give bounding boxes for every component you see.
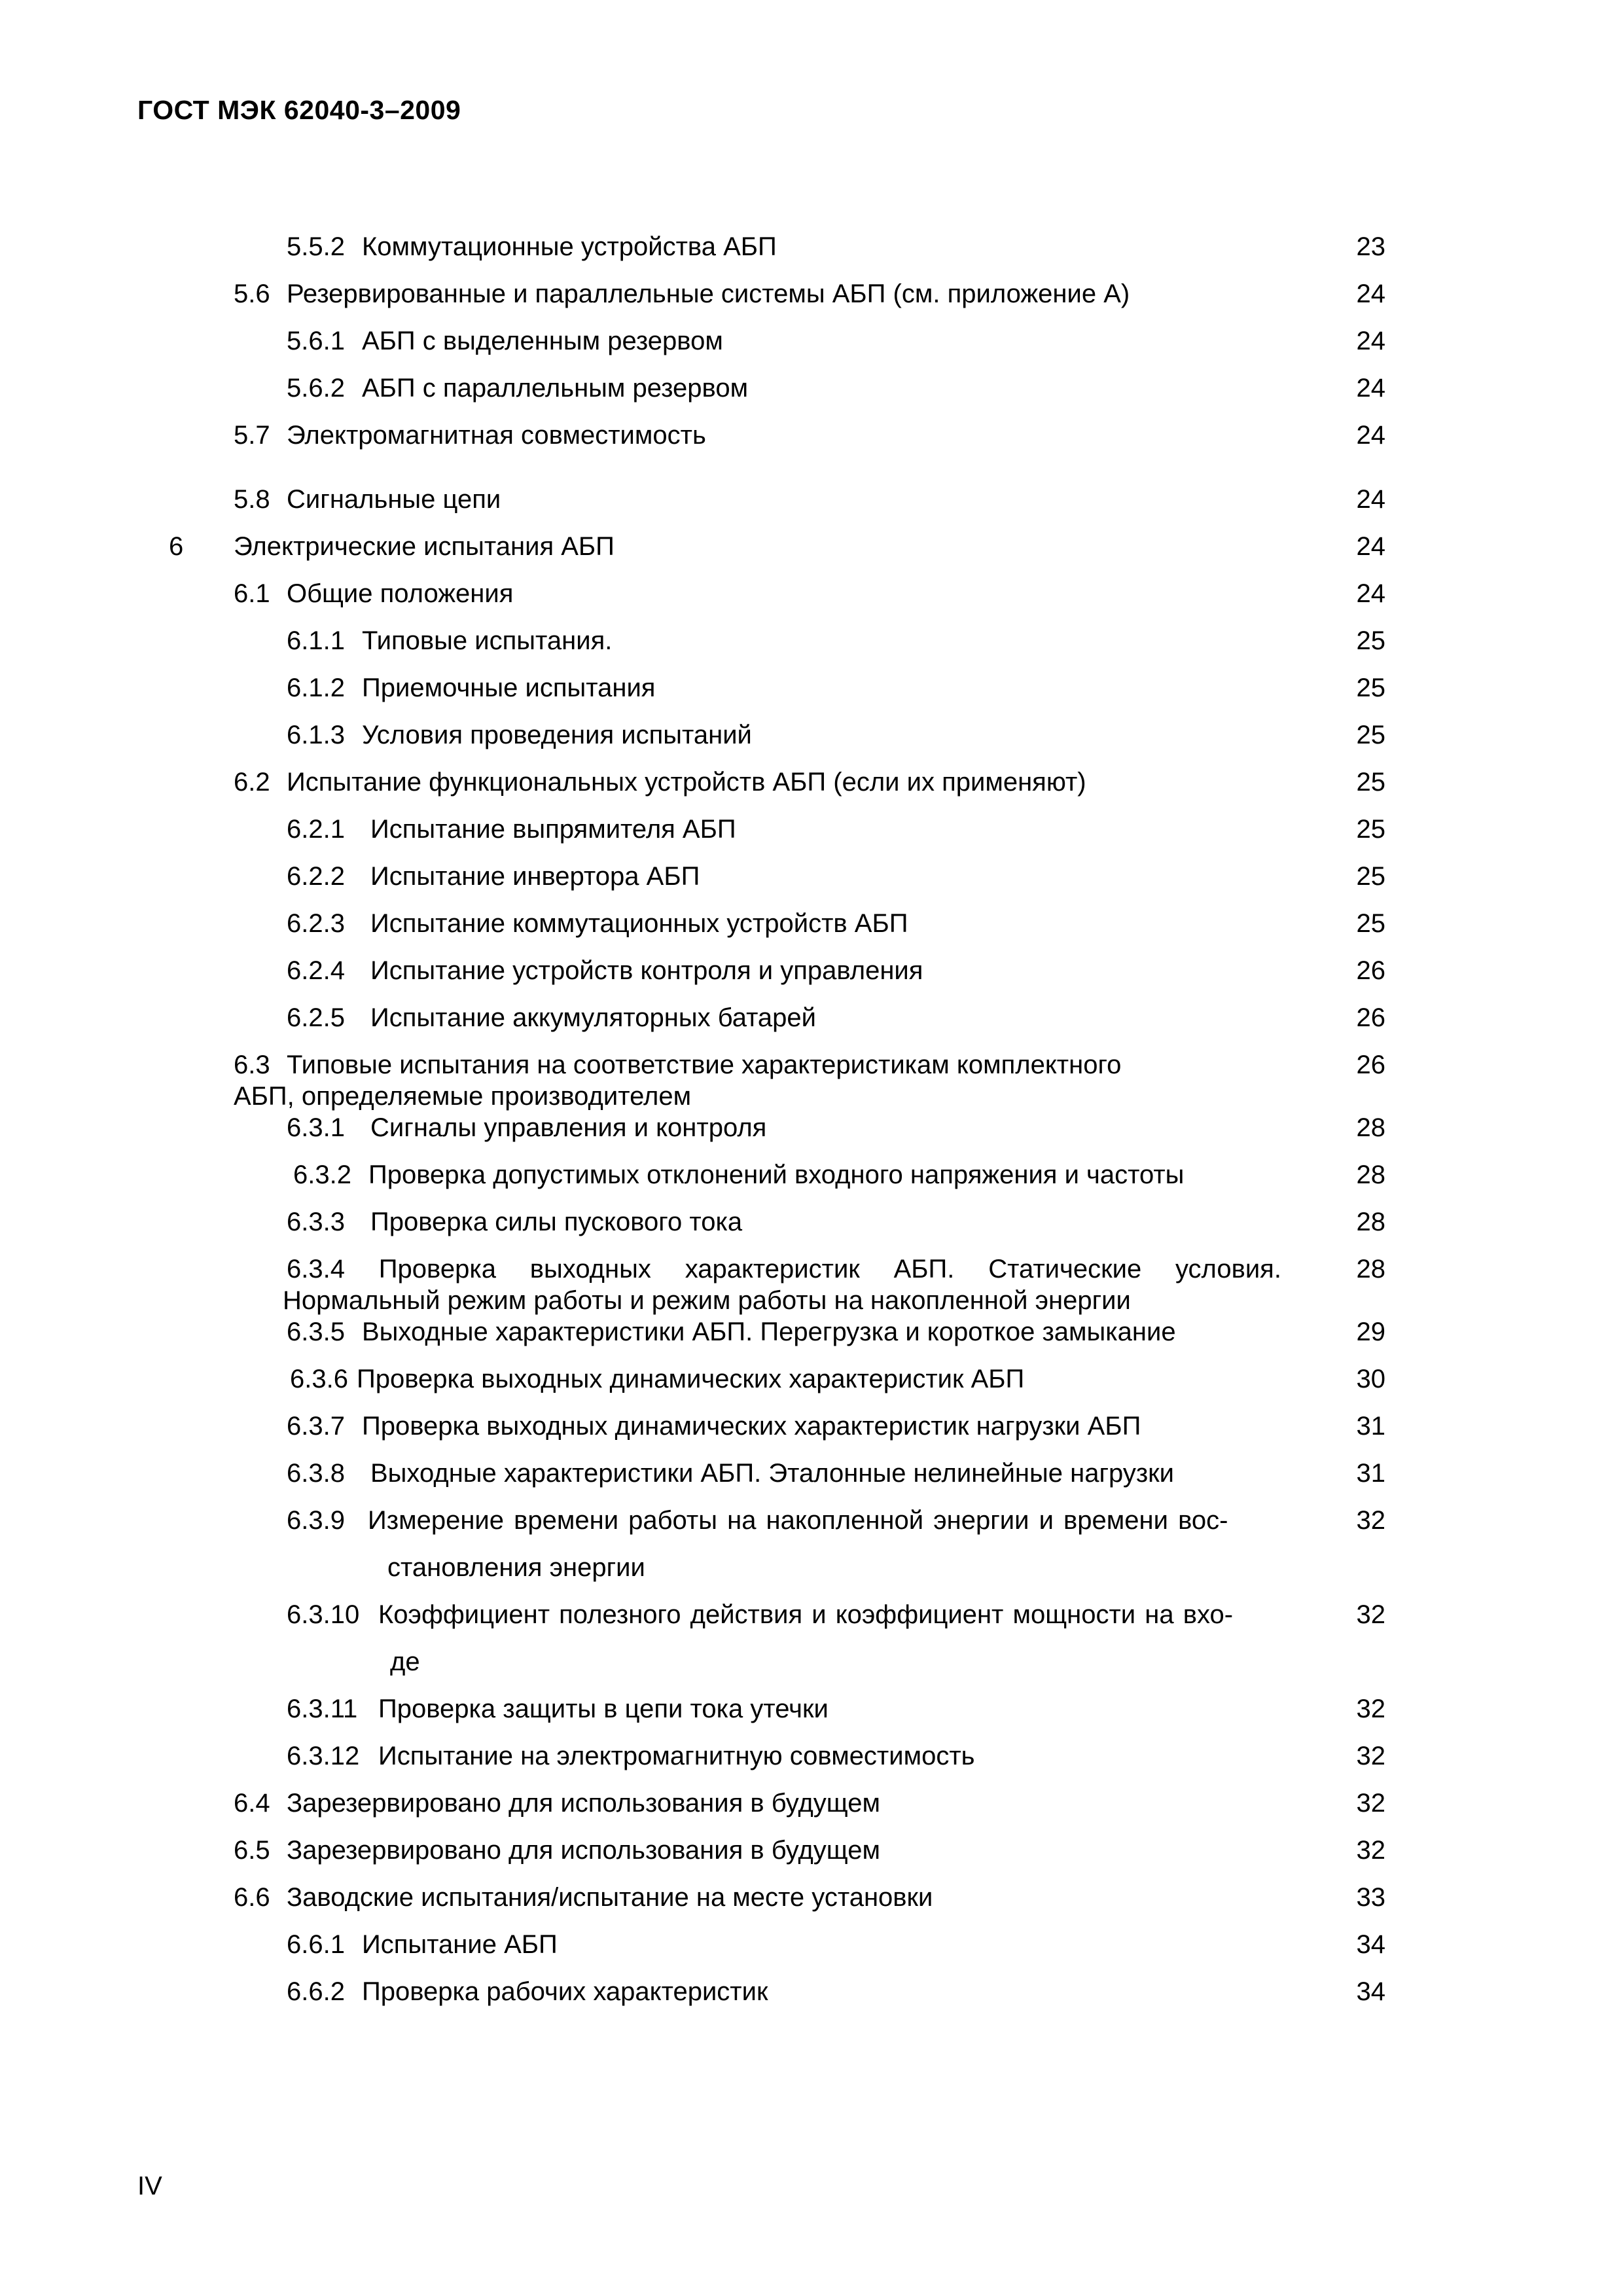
page-number-footer: IV <box>137 2172 162 2200</box>
toc-page-number: 26 <box>1356 1050 1385 1079</box>
toc-entry-number: 6.2.4 <box>287 956 345 985</box>
toc-entry-text: Испытание АБП <box>362 1930 558 1959</box>
toc-entry-text: Типовые испытания на соответствие характеристикам комплектного <box>287 1050 1122 1079</box>
toc-entry-number: 6.3.3 <box>287 1208 345 1236</box>
toc-page-number: 32 <box>1356 1742 1385 1770</box>
toc-page-number: 32 <box>1356 1789 1385 1818</box>
toc-page-number: 24 <box>1356 485 1385 514</box>
toc-entry-text: Испытание функциональных устройств АБП (если их применяют) <box>287 768 1086 797</box>
toc-page-number: 28 <box>1356 1255 1385 1283</box>
toc-page-number: 24 <box>1356 279 1385 308</box>
toc-entry-justified-line <box>287 1253 1281 1285</box>
toc-entry-number: 6.5 <box>234 1836 270 1865</box>
toc-entry-text: Выходные характеристики АБП. Перегрузка и короткое замыкание <box>362 1318 1176 1346</box>
toc-entry-text-continued: становления энергии <box>387 1553 645 1582</box>
toc-entry-text: Проверка выходных динамических характеристик АБП <box>357 1365 1025 1393</box>
toc-page-number: 32 <box>1356 1836 1385 1865</box>
toc-page-number: 28 <box>1356 1113 1385 1142</box>
toc-entry-number: 6.6 <box>234 1883 270 1912</box>
toc-entry-text-continued: де <box>390 1647 420 1676</box>
toc-entry-number: 5.5.2 <box>287 232 345 261</box>
toc-entry-word: условия. <box>1175 1255 1281 1283</box>
toc-entry-number: 6.3.4 <box>287 1255 345 1283</box>
toc-entry-number: 6.1.3 <box>287 721 345 749</box>
toc-entry-number: 6.1.2 <box>287 673 345 702</box>
toc-page-number: 26 <box>1356 956 1385 985</box>
toc-entry-text: Испытание на электромагнитную совместимость <box>378 1742 975 1770</box>
toc-page-number: 31 <box>1356 1412 1385 1441</box>
toc-entry-number: 5.6.2 <box>287 374 345 403</box>
toc-entry-text: Испытание инвертора АБП <box>370 862 700 891</box>
toc-page-number: 25 <box>1356 626 1385 655</box>
toc-entry-number: 6.2.2 <box>287 862 345 891</box>
toc-entry-text: АБП с выделенным резервом <box>362 327 723 355</box>
toc-entry-word: характеристик <box>685 1255 860 1283</box>
toc-entry-text: Электрические испытания АБП <box>234 532 615 561</box>
toc-page-number: 23 <box>1356 232 1385 261</box>
toc-entry-number: 6.1 <box>234 579 270 608</box>
toc-page-number: 24 <box>1356 374 1385 403</box>
toc-entry-number: 6.3.11 <box>287 1695 358 1723</box>
toc-page-number: 24 <box>1356 327 1385 355</box>
toc-entry-text: Проверка рабочих характеристик <box>362 1977 768 2006</box>
toc-entry-text: Измерение времени работы на накопленной энергии и времени вос- <box>368 1506 1228 1535</box>
toc-page-number: 34 <box>1356 1977 1385 2006</box>
toc-entry-number: 5.8 <box>234 485 270 514</box>
toc-entry-text: Испытание устройств контроля и управления <box>370 956 923 985</box>
toc-entry-number: 6.4 <box>234 1789 270 1818</box>
toc-entry-word: АБП. <box>893 1255 955 1283</box>
toc-page-number: 25 <box>1356 909 1385 938</box>
toc-page-number: 29 <box>1356 1318 1385 1346</box>
toc-entry-text: Заводские испытания/испытание на месте установки <box>287 1883 933 1912</box>
toc-entry-number: 6.2 <box>234 768 270 797</box>
toc-entry-number: 6.3.2 <box>293 1160 351 1189</box>
toc-page-number: 25 <box>1356 721 1385 749</box>
toc-entry-text: Коммутационные устройства АБП <box>362 232 777 261</box>
toc-entry-number: 6.3.10 <box>287 1600 360 1629</box>
toc-page-number: 34 <box>1356 1930 1385 1959</box>
toc-entry-number: 6.3.5 <box>287 1318 345 1346</box>
toc-page-number: 25 <box>1356 862 1385 891</box>
toc-entry-word: выходных <box>529 1255 651 1283</box>
toc-entry-text-continued: Нормальный режим работы и режим работы на накопленной энергии <box>283 1286 1131 1315</box>
toc-entry-text: Испытание коммутационных устройств АБП <box>370 909 908 938</box>
toc-page-number: 30 <box>1356 1365 1385 1393</box>
toc-page-number: 24 <box>1356 579 1385 608</box>
toc-page-number: 24 <box>1356 532 1385 561</box>
toc-entry-number: 6.2.5 <box>287 1003 345 1032</box>
toc-entry-number: 6 <box>169 532 184 561</box>
document-header: ГОСТ МЭК 62040-3–2009 <box>137 95 461 125</box>
toc-entry-text: Сигнальные цепи <box>287 485 501 514</box>
toc-page-number: 32 <box>1356 1506 1385 1535</box>
toc-entry-number: 6.3.8 <box>287 1459 345 1488</box>
toc-entry-number: 5.6 <box>234 279 270 308</box>
toc-entry-text: Приемочные испытания <box>362 673 656 702</box>
toc-page-number: 32 <box>1356 1600 1385 1629</box>
toc-page-number: 25 <box>1356 815 1385 844</box>
toc-entry-text: Проверка силы пускового тока <box>370 1208 743 1236</box>
toc-entry-text: Зарезервировано для использования в будущем <box>287 1836 880 1865</box>
toc-entry-number: 6.6.2 <box>287 1977 345 2006</box>
toc-entry-word: Статические <box>988 1255 1142 1283</box>
toc-page-number: 25 <box>1356 673 1385 702</box>
toc-entry-number: 6.2.1 <box>287 815 345 844</box>
toc-entry-number: 5.7 <box>234 421 270 450</box>
toc-entry-number: 6.3.6 <box>290 1365 348 1393</box>
toc-entry-text: Типовые испытания. <box>362 626 613 655</box>
toc-page-number: 26 <box>1356 1003 1385 1032</box>
toc-entry-number: 6.3.7 <box>287 1412 345 1441</box>
toc-entry-word: Проверка <box>378 1255 496 1283</box>
toc-page-number: 25 <box>1356 768 1385 797</box>
toc-entry-text: АБП с параллельным резервом <box>362 374 749 403</box>
toc-page-number: 28 <box>1356 1208 1385 1236</box>
toc-entry-text: Выходные характеристики АБП. Эталонные нелинейные нагрузки <box>370 1459 1175 1488</box>
toc-entry-text: Испытание выпрямителя АБП <box>370 815 736 844</box>
toc-entry-number: 6.6.1 <box>287 1930 345 1959</box>
toc-entry-number: 5.6.1 <box>287 327 345 355</box>
toc-entry-number: 6.3.9 <box>287 1506 345 1535</box>
toc-entry-text: Коэффициент полезного действия и коэффициент мощности на вхо- <box>378 1600 1234 1629</box>
toc-entry-text: Проверка допустимых отклонений входного напряжения и частоты <box>368 1160 1185 1189</box>
toc-page-number: 24 <box>1356 421 1385 450</box>
toc-entry-text: Зарезервировано для использования в будущем <box>287 1789 880 1818</box>
toc-entry-text: Проверка защиты в цепи тока утечки <box>378 1695 829 1723</box>
toc-entry-number: 6.3.1 <box>287 1113 345 1142</box>
toc-page-number: 31 <box>1356 1459 1385 1488</box>
toc-entry-number: 6.3 <box>234 1050 270 1079</box>
toc-entry-text: Электромагнитная совместимость <box>287 421 706 450</box>
toc-entry-text: Испытание аккумуляторных батарей <box>370 1003 817 1032</box>
toc-entry-text: Условия проведения испытаний <box>362 721 752 749</box>
toc-entry-number: 6.1.1 <box>287 626 345 655</box>
toc-entry-text-continued: АБП, определяемые производителем <box>234 1082 692 1111</box>
toc-entry-number: 6.3.12 <box>287 1742 360 1770</box>
toc-entry-text: Сигналы управления и контроля <box>370 1113 767 1142</box>
toc-entry-text: Резервированные и параллельные системы АБП (см. приложение А) <box>287 279 1130 308</box>
toc-entry-text: Проверка выходных динамических характеристик нагрузки АБП <box>362 1412 1141 1441</box>
toc-entry-text: Общие положения <box>287 579 514 608</box>
toc-page-number: 32 <box>1356 1695 1385 1723</box>
toc-page-number: 28 <box>1356 1160 1385 1189</box>
toc-entry-number: 6.2.3 <box>287 909 345 938</box>
toc-page-number: 33 <box>1356 1883 1385 1912</box>
